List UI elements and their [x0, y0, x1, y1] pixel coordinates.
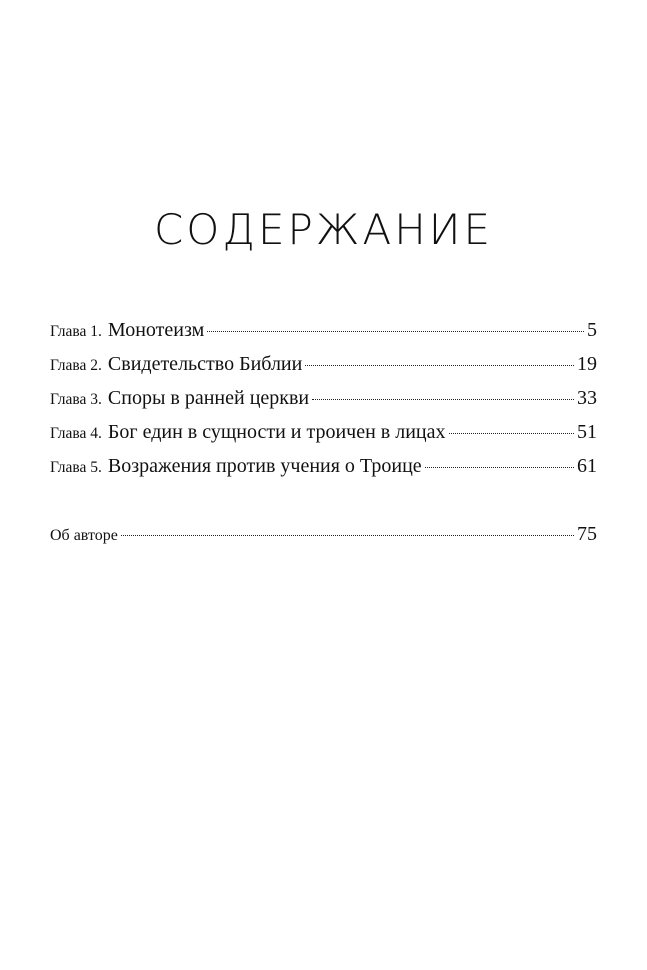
dot-leader: [207, 331, 584, 332]
page-title: СОДЕРЖАНИЕ: [153, 205, 494, 254]
page-number: 33: [577, 387, 597, 409]
page-number: 19: [577, 353, 597, 375]
chapter-title: Споры в ранней церкви: [107, 387, 310, 409]
about-label: Об авторе: [50, 527, 118, 544]
toc-entry-chapter-1: [50, 319, 597, 353]
page-number: 5: [587, 319, 597, 341]
chapter-title: Бог един в сущности и троичен в лицах: [107, 421, 446, 443]
dot-leader: [312, 399, 574, 400]
page-number: 61: [577, 455, 597, 477]
chapter-title: Свидетельство Библии: [107, 353, 303, 375]
chapter-label: Глава 5.: [50, 459, 102, 476]
chapter-label: Глава 2.: [50, 357, 102, 374]
chapter-label: Глава 1.: [50, 323, 102, 340]
chapter-label: Глава 3.: [50, 391, 102, 408]
chapter-title: Монотеизм: [107, 319, 205, 341]
dot-leader: [121, 535, 574, 536]
dot-leader: [425, 467, 574, 468]
toc-entry-about-author: [50, 523, 597, 557]
toc-entry-chapter-4: [50, 421, 597, 455]
dot-leader: [449, 433, 574, 434]
toc-entry-chapter-5: [50, 455, 597, 489]
dot-leader: [305, 365, 574, 366]
page-number: 75: [577, 523, 597, 545]
toc-entry-chapter-2: [50, 353, 597, 387]
table-of-contents: [50, 319, 597, 557]
page-number: 51: [577, 421, 597, 443]
toc-entry-chapter-3: [50, 387, 597, 421]
chapter-title: Возражения против учения о Троице: [107, 455, 422, 477]
chapter-label: Глава 4.: [50, 425, 102, 442]
